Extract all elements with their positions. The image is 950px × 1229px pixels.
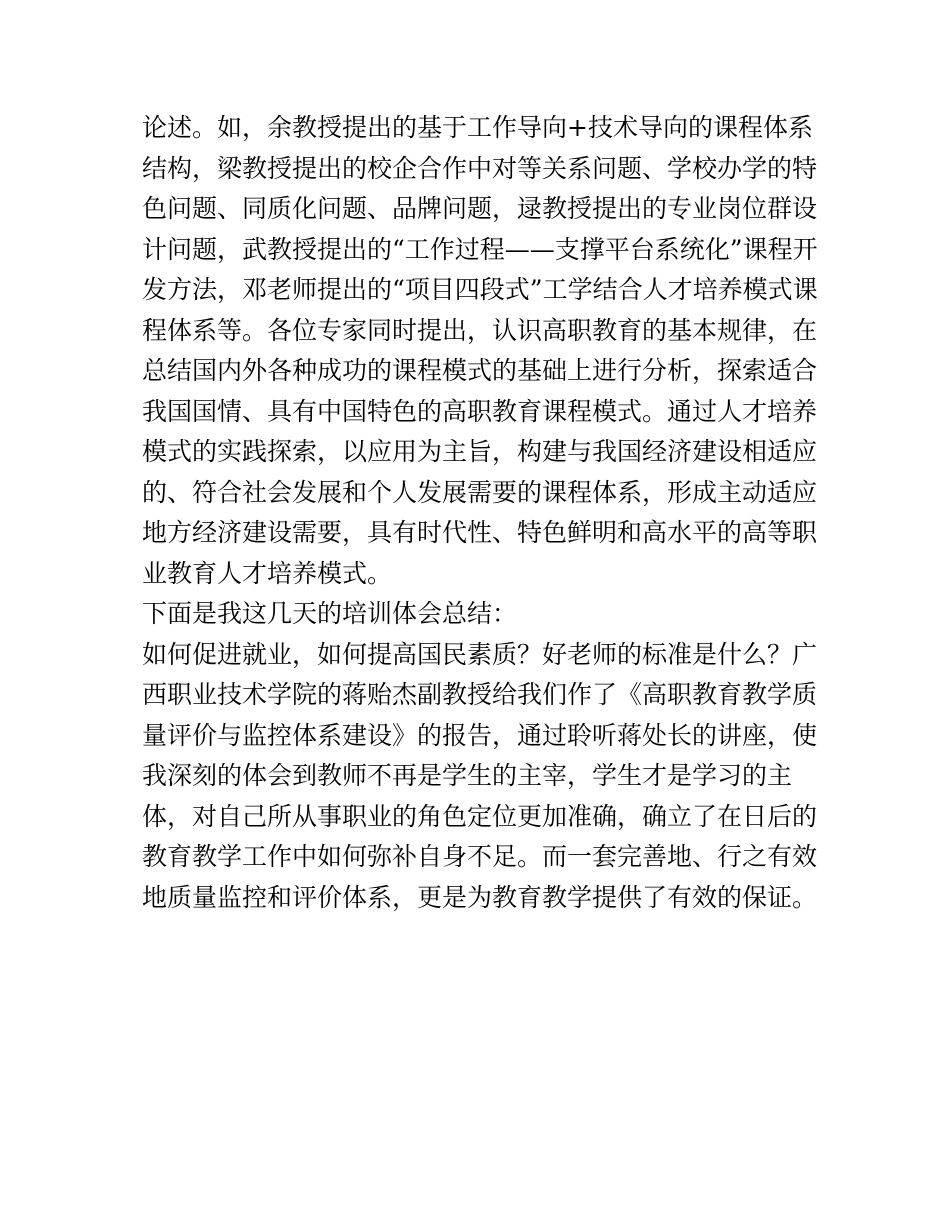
text-line: 体，对自己所从事职业的角色定位更加准确，确立了在日后的 bbox=[142, 801, 818, 831]
text-line: 西职业技术学院的蒋贻杰副教授给我们作了《高职教育教学质 bbox=[142, 680, 818, 709]
text-line: 下面是我这几天的培训体会总结： bbox=[142, 599, 518, 628]
text-line: 模式的实践探索，以应用为主旨，构建与我国经济建设相适应 bbox=[142, 437, 818, 466]
text-line: 色问题、同质化问题、品牌问题，逯教授提出的专业岗位群设 bbox=[142, 194, 818, 223]
text-line: 量评价与监控体系建设》的报告，通过聆听蒋处长的讲座，使 bbox=[142, 720, 818, 750]
text-line: 计问题，武教授提出的“工作过程——支撑平台系统化”课程开 bbox=[142, 234, 818, 264]
text-line: 业教育人才培养模式。 bbox=[142, 558, 393, 588]
text-line: 论述。如，余教授提出的基于工作导向+技术导向的课程体系 bbox=[142, 113, 813, 142]
text-line: 教育教学工作中如何弥补自身不足。而一套完善地、行之有效 bbox=[142, 842, 818, 871]
text-line: 总结国内外各种成功的课程模式的基础上进行分析，探索适合 bbox=[142, 356, 818, 385]
text-line: 的、符合社会发展和个人发展需要的课程体系，形成主动适应 bbox=[142, 477, 818, 507]
body-text bbox=[142, 108, 822, 918]
text-line: 我国国情、具有中国特色的高职教育课程模式。通过人才培养 bbox=[142, 396, 818, 426]
text-line: 地方经济建设需要，具有时代性、特色鲜明和高水平的高等职 bbox=[142, 518, 818, 547]
text-line: 程体系等。各位专家同时提出，认识高职教育的基本规律，在 bbox=[142, 315, 818, 345]
text-line: 结构，梁教授提出的校企合作中对等关系问题、学校办学的特 bbox=[142, 153, 818, 183]
text-line: 我深刻的体会到教师不再是学生的主宰，学生才是学习的主 bbox=[142, 761, 793, 790]
text-line: 如何促进就业，如何提高国民素质？好老师的标准是什么？广 bbox=[142, 639, 818, 669]
text-line: 地质量监控和评价体系，更是为教育教学提供了有效的保证。 bbox=[142, 882, 818, 912]
text-line: 发方法，邓老师提出的“项目四段式”工学结合人才培养模式课 bbox=[142, 275, 818, 304]
